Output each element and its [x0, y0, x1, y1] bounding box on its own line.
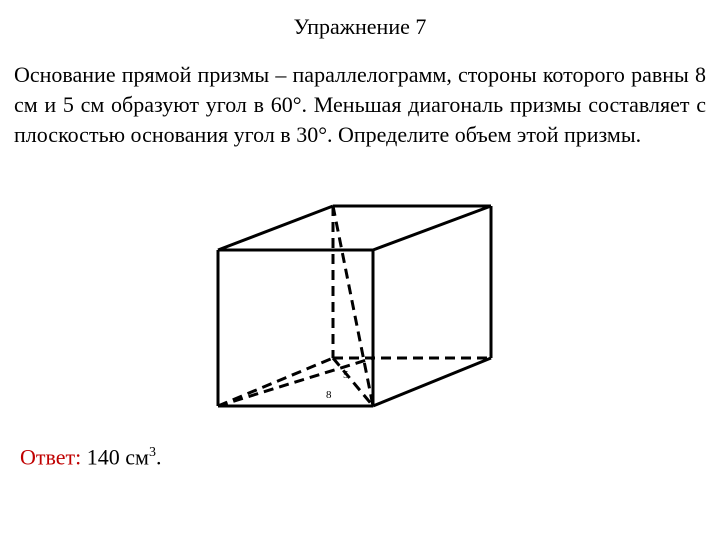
answer-line — [20, 438, 161, 472]
answer-period: . — [155, 444, 162, 470]
top-left-edge — [218, 206, 333, 250]
problem-statement: Основание прямой призмы – параллелограмм, стороны которого равны 8 см и 5 см образуют угол в 60°. Меньшая диагональ призмы составляет с плоскостью основания угол в 30°. Определите объем этой призмы. — [14, 62, 706, 147]
answer-label: Ответ: — [20, 444, 82, 470]
answer-value: 140 см — [86, 444, 149, 470]
top-right-edge — [373, 206, 491, 250]
bottom-right-edge — [373, 358, 491, 406]
exercise-title: Упражнение 7 — [293, 14, 427, 39]
answer-unit-exponent: 3 — [148, 445, 156, 460]
space-diagonal — [333, 206, 373, 406]
side-label-5: 5 — [343, 369, 349, 381]
base-diagonal-short — [218, 358, 373, 406]
hidden-bottom-left — [218, 358, 333, 406]
side-label-8: 8 — [326, 389, 332, 401]
